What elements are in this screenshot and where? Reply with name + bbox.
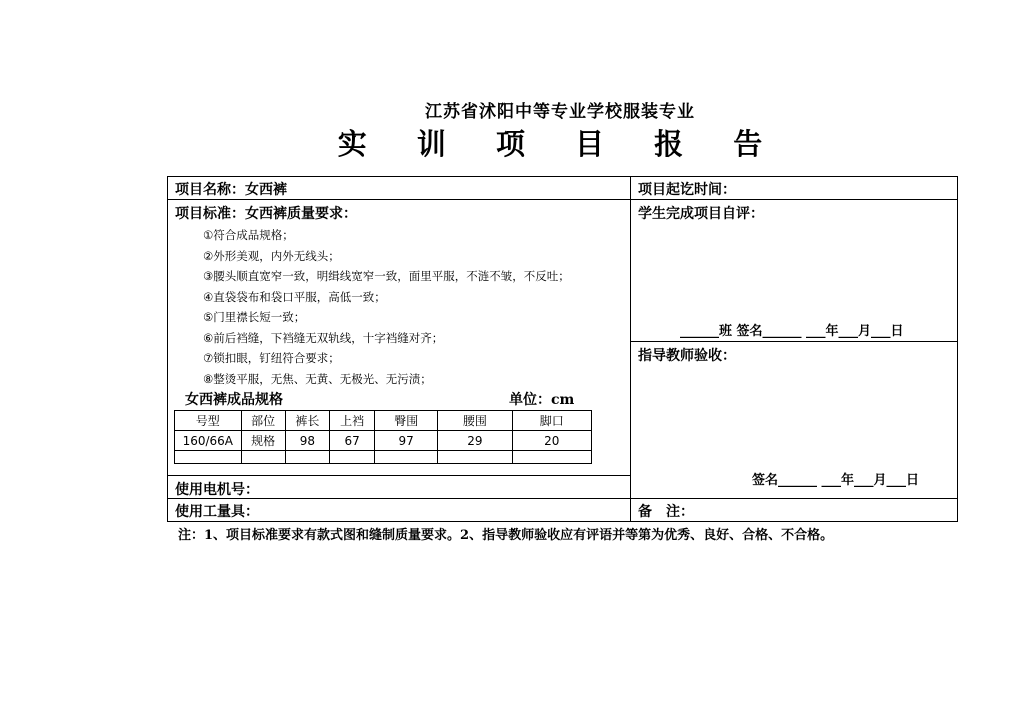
row-divider-machine <box>167 475 630 476</box>
spec-empty-row <box>175 451 592 464</box>
row-divider-bottom <box>167 498 958 499</box>
spec-empty-cell <box>438 451 512 464</box>
standard-heading: 项目标准：女西裤质量要求： <box>175 206 357 222</box>
requirement-item: ③腰头顺直宽窄一致，明缉线宽窄一致，面里平服，不涟不皱，不反吐； <box>203 269 570 283</box>
spec-title: 女西裤成品规格 <box>185 392 283 408</box>
teacher-signature-line: 签名______ ___年___月___日 <box>752 473 920 488</box>
spec-empty-cell <box>330 451 375 464</box>
right-divider-mid <box>630 341 958 342</box>
spec-empty-cell <box>175 451 242 464</box>
self-eval-label: 学生完成项目自评： <box>638 206 764 222</box>
spec-header-cell: 臀围 <box>375 411 438 431</box>
machine-label: 使用电机号： <box>175 482 259 498</box>
spec-value-cell: 规格 <box>241 431 285 451</box>
requirement-item: ④直袋袋布和袋口平服，高低一致； <box>203 290 386 304</box>
row-divider-top <box>167 199 958 200</box>
spec-empty-cell <box>375 451 438 464</box>
column-divider <box>630 176 631 522</box>
spec-header-cell: 腰围 <box>438 411 512 431</box>
student-signature-line: ______班 签名______ ___年___月___日 <box>680 324 904 339</box>
spec-unit: 单位：cm <box>509 392 575 408</box>
requirement-item: ②外形美观，内外无线头； <box>203 249 340 263</box>
document-subtitle: 江苏省沭阳中等专业学校服装专业 <box>425 102 695 122</box>
document-title: 实 训 项 目 报 告 <box>337 127 783 161</box>
tools-label: 使用工量具： <box>175 504 259 520</box>
spec-header-cell: 脚口 <box>512 411 591 431</box>
project-time: 项目起讫时间： <box>638 182 736 198</box>
spec-empty-cell <box>285 451 329 464</box>
spec-header-cell: 部位 <box>241 411 285 431</box>
spec-empty-cell <box>241 451 285 464</box>
spec-table <box>174 410 592 464</box>
spec-header-cell: 号型 <box>175 411 242 431</box>
requirement-item: ⑦锁扣眼，钉纽符合要求； <box>203 351 340 365</box>
spec-header-row <box>175 411 592 431</box>
spec-value-cell: 20 <box>512 431 591 451</box>
spec-value-cell: 98 <box>285 431 329 451</box>
spec-value-cell: 67 <box>330 431 375 451</box>
requirement-item: ①符合成品规格； <box>203 228 294 242</box>
remarks-label: 备 注： <box>638 504 694 520</box>
spec-value-cell: 29 <box>438 431 512 451</box>
spec-value-row <box>175 431 592 451</box>
spec-empty-cell <box>512 451 591 464</box>
spec-header-cell: 上裆 <box>330 411 375 431</box>
spec-value-cell: 160/66A <box>175 431 242 451</box>
project-name: 项目名称：女西裤 <box>175 182 287 198</box>
requirement-item: ⑥前后裆缝，下裆缝无双轨线，十字裆缝对齐； <box>203 331 444 345</box>
requirement-item: ⑤门里襟长短一致； <box>203 310 306 324</box>
teacher-check-label: 指导教师验收： <box>638 348 736 364</box>
footnote: 注：1、项目标准要求有款式图和缝制质量要求。2、指导教师验收应有评语并等第为优秀、良好、合格、不合格。 <box>178 528 834 543</box>
spec-header-cell: 裤长 <box>285 411 329 431</box>
requirement-item: ⑧整烫平服，无焦、无黄、无极光、无污渍； <box>203 372 432 386</box>
spec-value-cell: 97 <box>375 431 438 451</box>
